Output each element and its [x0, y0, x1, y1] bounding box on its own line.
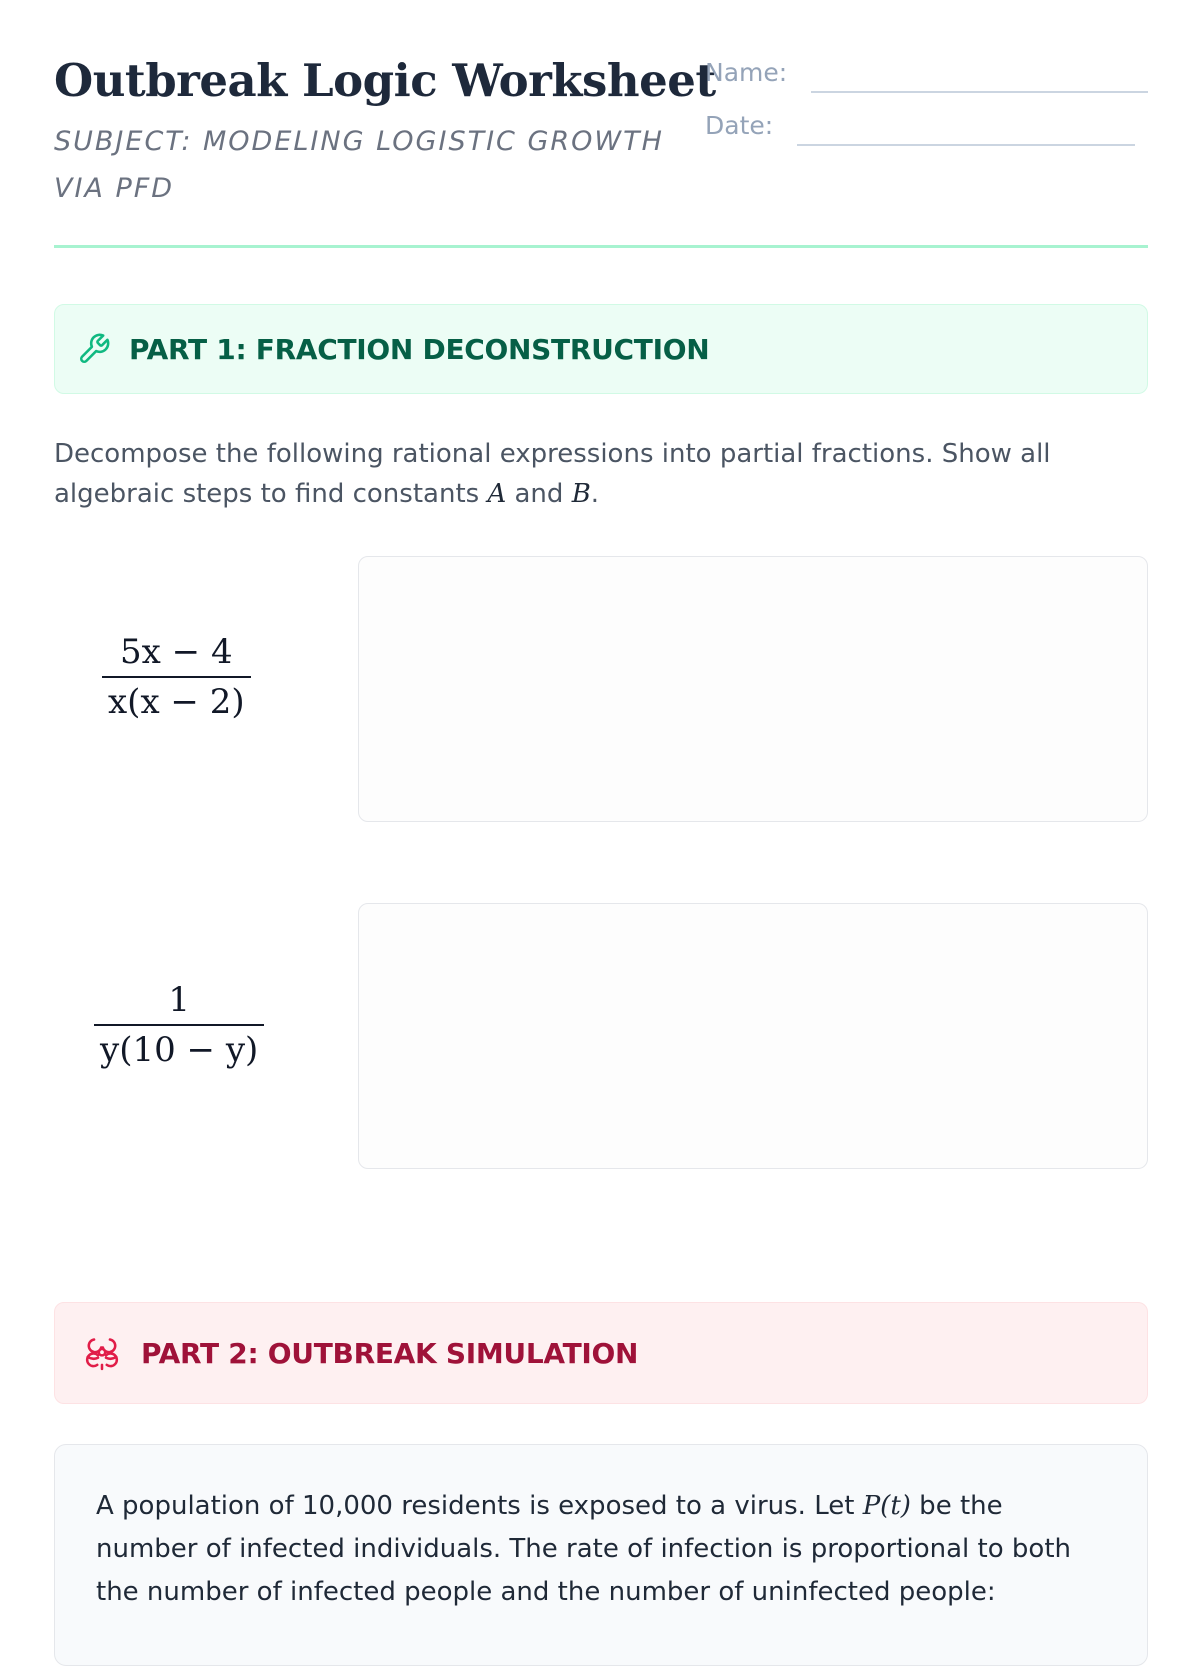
function-p-of-t: P(t): [862, 1491, 911, 1521]
date-label: Date:: [705, 111, 774, 140]
instructions-text: .: [590, 479, 600, 509]
problem-2-fraction: [94, 980, 264, 1070]
constant-b: B: [571, 479, 591, 509]
part2-title: PART 2: OUTBREAK SIMULATION: [141, 1336, 639, 1370]
part1-instructions: [54, 434, 1148, 514]
problem-1-fraction: [102, 632, 251, 722]
part1-title: PART 1: FRACTION DECONSTRUCTION: [129, 332, 710, 366]
problem-2-numerator: 1: [168, 980, 190, 1020]
worksheet-page: [54, 0, 1148, 1607]
scenario-sentence: be the number of infected individuals. The rate of infection is proportional to both the number of infected people and the number of uninfected people:: [96, 1491, 1071, 1607]
name-field[interactable]: [811, 91, 1148, 93]
scenario-sentence: A population of 10,000 residents is exposed to a virus. Let: [96, 1491, 863, 1521]
problem-1-numerator: 5x − 4: [120, 632, 233, 672]
scenario-card: [54, 1444, 1148, 1666]
scenario-text: [96, 1485, 1096, 1614]
page-title: Outbreak Logic Worksheet: [54, 54, 716, 107]
date-field[interactable]: [797, 144, 1135, 146]
wrench-icon: [77, 332, 111, 366]
header-divider: [54, 245, 1148, 248]
problem-1-work-area[interactable]: [358, 556, 1148, 822]
constant-a: A: [487, 479, 507, 509]
page-subtitle: SUBJECT: MODELING LOGISTIC GROWTH VIA PFD: [54, 126, 664, 204]
instructions-text: and: [506, 479, 572, 509]
problem-1-denominator: x(x − 2): [108, 682, 245, 722]
instructions-text: Decompose the following rational expressions into partial fractions. Show all algebraic steps to find constants: [54, 439, 1051, 509]
part2-banner: [54, 1302, 1148, 1404]
name-label: Name:: [705, 58, 788, 87]
biohazard-icon: [83, 1334, 121, 1372]
part1-banner: [54, 304, 1148, 394]
problem-2-denominator: y(10 − y): [100, 1030, 259, 1070]
problem-2-work-area[interactable]: [358, 903, 1148, 1169]
